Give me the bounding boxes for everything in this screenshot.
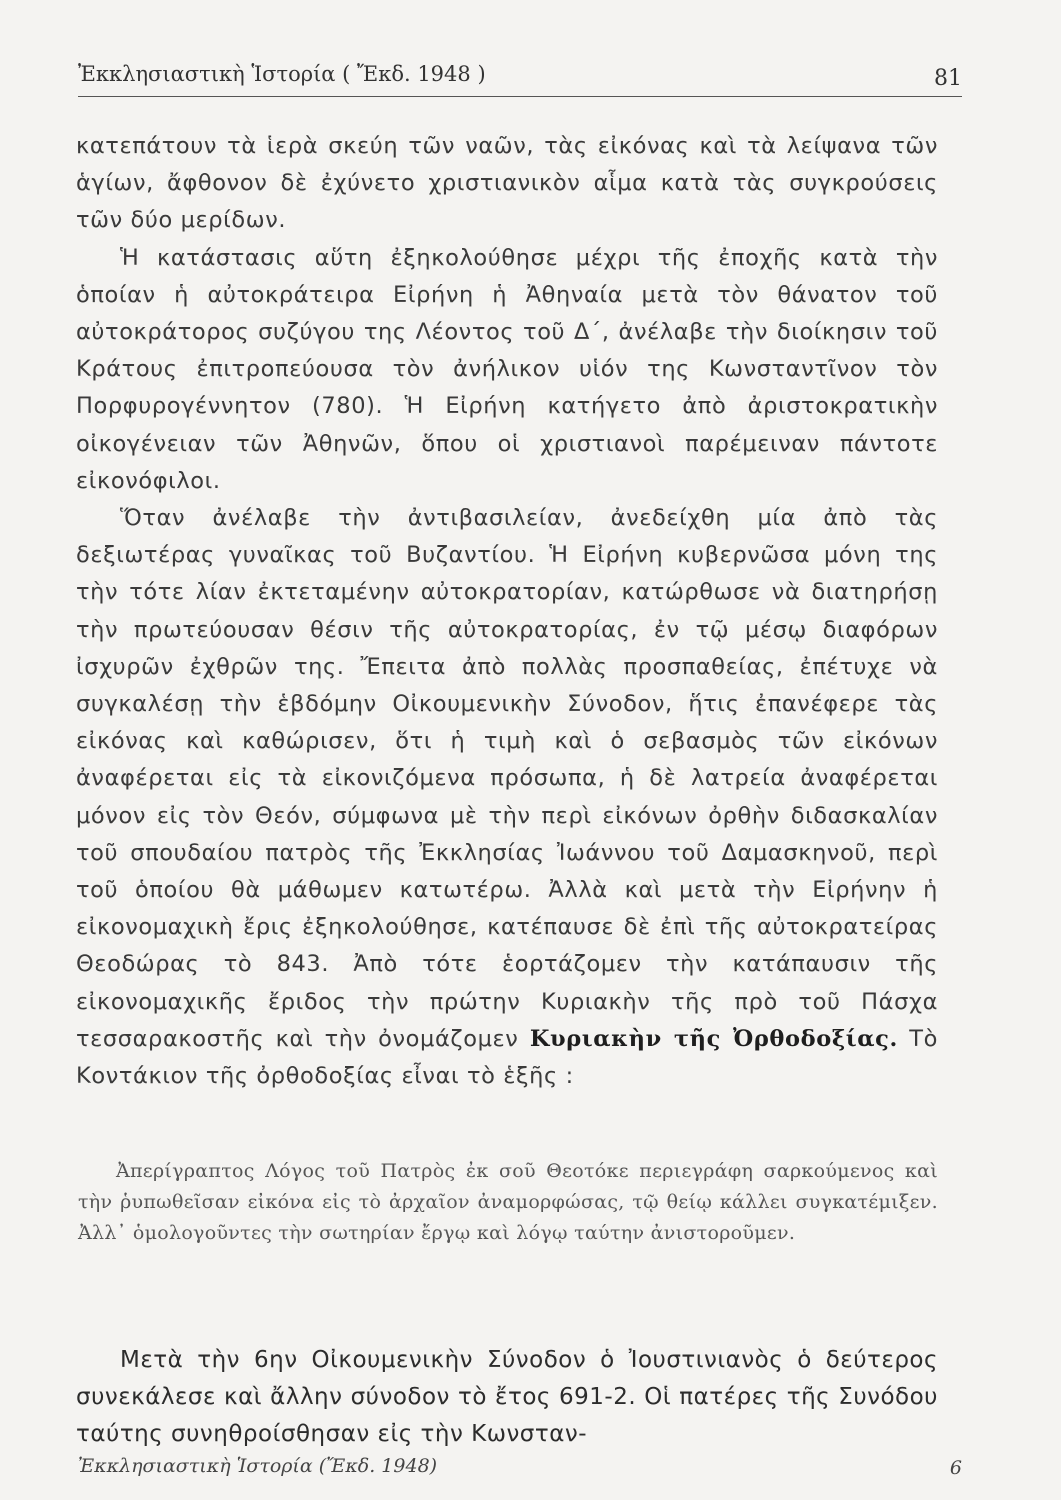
page-header xyxy=(78,60,962,97)
paragraph-3-end: Τὸ Κοντάκιον τῆς ὀρθοδοξίας εἶναι τὸ ἑξῆς : xyxy=(76,1025,938,1090)
sunday-of-orthodoxy-emphasis: Κυριακὴν τῆς Ὀρθοδοξίας. xyxy=(529,1025,898,1052)
page-number: 81 xyxy=(934,66,962,91)
page-footer xyxy=(78,1455,962,1485)
main-text xyxy=(76,128,938,1095)
running-title: Ἐκκλησιαστικὴ Ἱστορία ( Ἔκδ. 1948 ) xyxy=(78,62,486,86)
paragraph-1: κατεπάτουν τὰ ἱερὰ σκεύη τῶν ναῶν, τὰς εἰκόνας καὶ τὰ λείψανα τῶν ἁγίων, ἄφθονον δὲ ἐχύνετο χριστιανικὸν αἷμα κατὰ τὰς συγκρούσεις τῶν δύο μερίδων. xyxy=(76,133,938,234)
paragraph-3 xyxy=(76,500,938,1095)
paragraph-3-main: Ὅταν ἀνέλαβε τὴν ἀντιβασιλείαν, ἀνεδείχθη μία ἀπὸ τὰς δεξιωτέρας γυναῖκας τοῦ Βυζαντίου. Ἡ Εἰρήνη κυβερνῶσα μόνη της τὴν τότε λίαν ἐκτεταμένην αὐτοκρατορίαν, κατώρθωσε νὰ διατηρήσῃ τὴν πρωτεύουσαν θέσιν τῆς αὐτοκρατορίας, ἐν τῷ μέσῳ διαφόρων ἰσχυρῶν ἐχθρῶν της. Ἔπειτα ἀπὸ πολλὰς προσπαθείας, ἐπέτυχε νὰ συγκαλέσῃ τὴν ἑβδόμην Οἰκουμενικὴν Σύνοδον, ἥτις ἐπανέφερε τὰς εἰκόνας καὶ καθώρισεν, ὅτι ἡ τιμὴ καὶ ὁ σεβασμὸς τῶν εἰκόνων ἀναφέρεται εἰς τὰ εἰκονιζόμενα πρόσωπα, ἡ δὲ λατρεία ἀναφέρεται μόνον εἰς τὸν Θεόν, σύμφωνα μὲ τὴν περὶ εἰκόνων ὀρθὴν διδασκαλίαν τοῦ σπουδαίου πατρὸς τῆς Ἐκκλησίας Ἰωάννου τοῦ Δαμασκηνοῦ, περὶ τοῦ ὁποίου θὰ μάθωμεν κατωτέρω. Ἀλλὰ καὶ μετὰ τὴν Εἰρήνην ἡ εἰκονομαχικὴ ἔρις ἐξηκολούθησε, κατέπαυσε δὲ ἐπὶ τῆς αὐτοκρατείρας Θεοδώρας τὸ 843. Ἀπὸ τότε ἑορτάζομεν τὴν κατάπαυσιν τῆς εἰκονομαχικῆς ἔριδος τὴν πρώτην Κυριακὴν τῆς πρὸ τοῦ Πάσχα τεσσαρακοστῆς καὶ τὴν ὀνομάζομεν xyxy=(76,505,938,1052)
kontakion-text: Ἀπερίγραπτος Λόγος τοῦ Πατρὸς ἐκ σοῦ Θεοτόκε περιεγράφη σαρκούμενος καὶ τὴν ῥυπωθεῖσαν εἰκόνα εἰς τὸ ἀρχαῖον ἀναμορφώσας, τῷ θείῳ κάλλει συγκατέμιξεν. Ἀλλ᾽ ὁμολογοῦντες τὴν σωτηρίαν ἔργῳ καὶ λόγῳ ταύτην ἀνιστοροῦμεν. xyxy=(78,1160,938,1244)
paragraph-2: Ἡ κατάστασις αὕτη ἐξηκολούθησε μέχρι τῆς ἐποχῆς κατὰ τὴν ὁποίαν ἡ αὐτοκράτειρα Εἰρήνη ἡ Ἀθηναία μετὰ τὸν θάνατον τοῦ αὐτοκράτορος συζύγου της Λέοντος τοῦ Δ΄, ἀνέλαβε τὴν διοίκησιν τοῦ Κράτους ἐπιτροπεύουσα τὸν ἀνήλικον υἱόν της Κωνσταντῖνον τὸν Πορφυρογέννητον (780). Ἡ Εἰρήνη κατήγετο ἀπὸ ἀριστοκρατικὴν οἰκογένειαν τῶν Ἀθηνῶν, ὅπου οἱ χριστιανοὶ παρέμειναν πάντοτε εἰκονόφιλοι. xyxy=(76,244,938,494)
closing-paragraph: Μετὰ τὴν 6ην Οἰκουμενικὴν Σύνοδον ὁ Ἰουστινιανὸς ὁ δεύτερος συνεκάλεσε καὶ ἄλλην σύνοδον τὸ ἔτος 691-2. Οἱ πατέρες τῆς Συνόδου ταύτης συνηθροίσθησαν εἰς τὴν Κωνσταν- xyxy=(76,1347,938,1447)
closing-text xyxy=(76,1342,938,1453)
signature-mark: Ἐκκλησιαστικὴ Ἱστορία (Ἔκδ. 1948) xyxy=(78,1455,438,1477)
kontakion-quote xyxy=(78,1156,938,1249)
signature-number: 6 xyxy=(949,1457,962,1479)
